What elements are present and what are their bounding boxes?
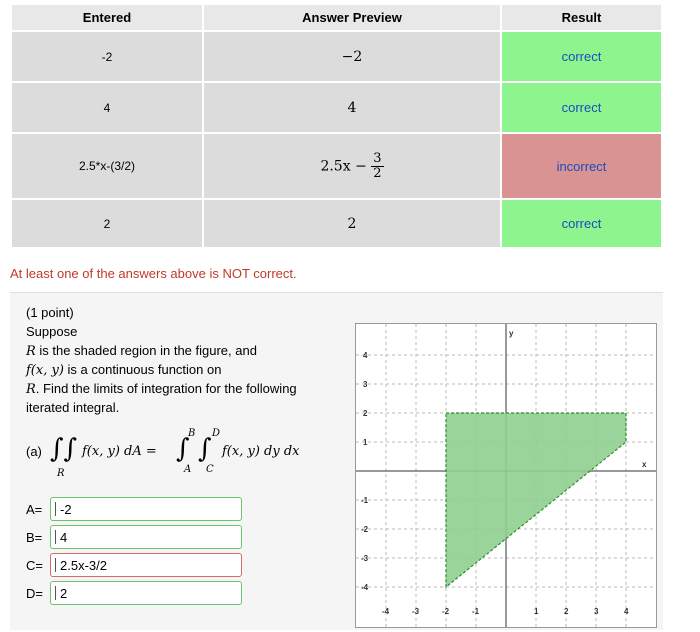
result-cell: correct xyxy=(501,82,662,133)
problem-line-3 xyxy=(26,379,297,399)
answer-input-C[interactable] xyxy=(50,553,242,577)
answer-input-D[interactable] xyxy=(50,581,242,605)
x-tick: -3 xyxy=(412,607,420,616)
answer-value: 2 xyxy=(60,585,68,601)
answer-label-A: A= xyxy=(26,501,43,517)
y-tick: -2 xyxy=(361,525,369,534)
problem-panel xyxy=(10,292,663,630)
answer-value: 4 xyxy=(60,529,68,545)
region-subscript: R xyxy=(57,468,65,479)
header-entered: Entered xyxy=(11,4,203,31)
fraction-numerator: 3 xyxy=(373,150,382,166)
double-integral-sign: ∫∫ xyxy=(50,434,78,464)
graph-svg xyxy=(356,324,656,627)
y-tick: 3 xyxy=(363,380,368,389)
answer-label-B: B= xyxy=(26,529,43,545)
answer-row-D xyxy=(26,580,246,606)
entered-cell: 2.5*x-(3/2) xyxy=(11,133,203,199)
problem-text: is a continuous function on xyxy=(63,362,222,377)
problem-text: . Find the limits of integration for the following xyxy=(35,381,297,396)
warning-message: At least one of the answers above is NOT correct. xyxy=(10,266,297,281)
answer-table xyxy=(10,3,663,249)
x-tick: 3 xyxy=(594,607,599,616)
problem-line-2 xyxy=(26,360,221,380)
points-label: (1 point) xyxy=(26,305,74,320)
preview-cell: 4 xyxy=(203,82,501,133)
preview-cell: 2 xyxy=(203,199,501,248)
x-tick: 2 xyxy=(564,607,569,616)
y-tick: -1 xyxy=(361,496,369,505)
x-axis-label: x xyxy=(642,460,647,469)
answer-input-A[interactable] xyxy=(50,497,242,521)
region-symbol: R xyxy=(26,344,36,359)
x-tick: -4 xyxy=(382,607,390,616)
function-symbol: f(x, y) xyxy=(26,363,64,378)
y-tick: 4 xyxy=(363,351,368,360)
x-tick: -1 xyxy=(472,607,480,616)
problem-text: is the shaded region in the figure, and xyxy=(35,343,257,358)
y-tick: 2 xyxy=(363,409,368,418)
y-tick: 1 xyxy=(363,438,368,447)
part-label: (a) xyxy=(26,444,42,459)
answer-row-C xyxy=(26,552,246,578)
answer-label-D: D= xyxy=(26,585,43,601)
region-graph xyxy=(355,323,657,628)
outer-integral-sign: ∫ xyxy=(176,434,190,464)
suppose-text: Suppose xyxy=(26,324,78,339)
answer-label-C: C= xyxy=(26,557,43,573)
problem-line-4: iterated integral. xyxy=(26,400,120,415)
answer-input-B[interactable] xyxy=(50,525,242,549)
entered-cell: -2 xyxy=(11,31,203,82)
answer-value: -2 xyxy=(60,501,72,517)
entered-cell: 4 xyxy=(11,82,203,133)
limit-C: C xyxy=(206,464,214,475)
y-axis-label: y xyxy=(509,329,514,338)
preview-fraction xyxy=(371,152,383,181)
result-cell: incorrect xyxy=(501,133,662,199)
x-tick: -2 xyxy=(442,607,450,616)
y-tick: -4 xyxy=(361,583,369,592)
header-answer-preview: Answer Preview xyxy=(203,4,501,31)
problem-line-1 xyxy=(26,341,257,361)
answer-value: 2.5x-3/2 xyxy=(60,557,107,573)
integrand-rhs: f(x, y) dy dx xyxy=(222,444,300,459)
x-tick: 4 xyxy=(624,607,629,616)
preview-cell: −2 xyxy=(203,31,501,82)
x-tick: 1 xyxy=(534,607,539,616)
inner-integral-sign: ∫ xyxy=(198,434,212,464)
preview-cell xyxy=(203,133,501,199)
fraction-denominator: 2 xyxy=(373,165,382,181)
answer-row-A xyxy=(26,496,246,522)
y-tick: -3 xyxy=(361,554,369,563)
result-cell: correct xyxy=(501,31,662,82)
answer-row-B xyxy=(26,524,246,550)
integrand-lhs: f(x, y) dA = xyxy=(82,444,157,459)
limit-A: A xyxy=(184,464,192,475)
header-result: Result xyxy=(501,4,662,31)
limit-B: B xyxy=(188,428,196,439)
limit-D: D xyxy=(212,428,221,439)
preview-expression: 2.5x − xyxy=(320,158,367,174)
entered-cell: 2 xyxy=(11,199,203,248)
region-symbol: R xyxy=(26,382,36,397)
result-cell: correct xyxy=(501,199,662,248)
